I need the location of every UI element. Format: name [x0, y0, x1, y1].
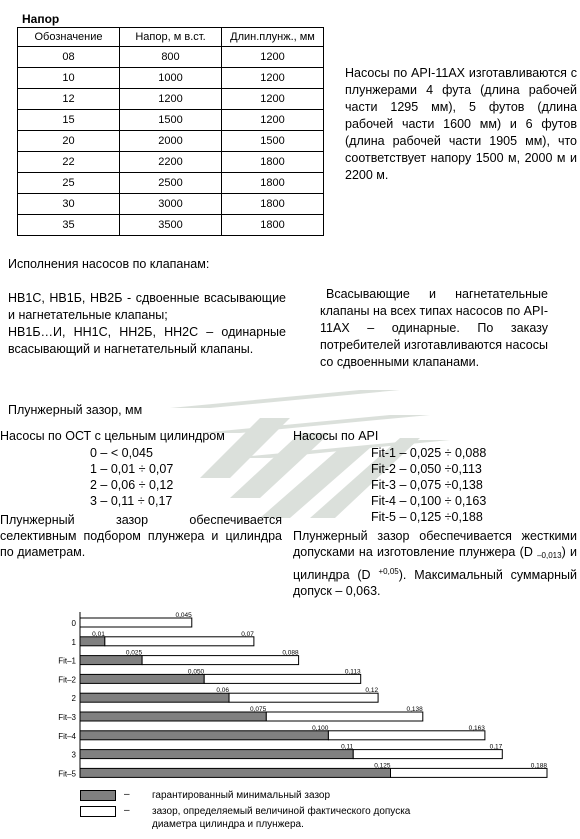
chart-min-label: 0,11 — [341, 743, 354, 751]
chart-min-label: 0,125 — [374, 762, 391, 770]
gap-title: Плунжерный зазор, мм — [8, 403, 143, 417]
table-cell: 800 — [120, 47, 222, 68]
table-row — [18, 194, 324, 215]
legend-dash: – — [124, 805, 130, 816]
napor-table — [17, 27, 324, 236]
chart-max-label: 0,138 — [406, 706, 423, 713]
api-note — [293, 528, 577, 599]
ost-title: Насосы по ОСТ с цельным цилиндром — [0, 429, 225, 443]
table-cell: 15 — [18, 110, 120, 131]
table-cell: 1800 — [222, 173, 324, 194]
chart-min-label: 0,050 — [187, 668, 205, 676]
table-row — [18, 152, 324, 173]
chart-bar-tolerance — [391, 768, 547, 777]
table-cell: 30 — [18, 194, 120, 215]
table-header-cell: Длин.плунж., мм — [222, 28, 324, 47]
table-row — [18, 68, 324, 89]
api-item: Fit-2 – 0,050 ÷0,113 — [371, 462, 482, 476]
chart-category-label: 1 — [71, 637, 76, 647]
legend-item-tolerance-line1: зазор, определяемый величиной фактического допуска — [152, 806, 411, 817]
table-cell: 1200 — [222, 68, 324, 89]
chart-category-label: Fit–3 — [58, 713, 76, 722]
table-cell: 3500 — [120, 215, 222, 236]
table-cell: 1800 — [222, 215, 324, 236]
table-cell: 1200 — [222, 110, 324, 131]
table-cell: 22 — [18, 152, 120, 173]
table-cell: 20 — [18, 131, 120, 152]
chart-bar-tolerance — [204, 674, 360, 683]
chart-min-label: 0,025 — [125, 649, 143, 657]
table-row — [18, 47, 324, 68]
chart-category-label: Fit–4 — [58, 731, 76, 741]
api-item: Fit-3 – 0,075 ÷0,138 — [371, 478, 483, 492]
ost-item: 0 – < 0,045 — [90, 446, 153, 460]
chart-category-label: 0 — [71, 619, 76, 628]
chart-category-label: Fit–2 — [58, 675, 76, 685]
api-item: Fit-4 – 0,100 ÷ 0,163 — [371, 494, 487, 508]
table-cell: 08 — [18, 47, 120, 68]
ost-note: Плунжерный зазор обеспечивается селективным подбором плунжера и цилиндра по диаметрам. — [0, 513, 282, 559]
chart-min-label: 0,075 — [250, 706, 267, 713]
valves-description-ost — [8, 290, 286, 358]
legend-item-tolerance-line2: диаметра цилиндра и плунжера. — [152, 819, 304, 830]
table-header-cell: Напор, м в.ст. — [120, 28, 222, 47]
api-note-text-c: ). Максимальный суммарный допуск – 0,063. — [293, 568, 577, 598]
gap-chart — [0, 612, 580, 782]
api-item: Fit-1 – 0,025 ÷ 0,088 — [371, 446, 487, 460]
chart-category-label: 3 — [71, 750, 76, 760]
table-cell: 2500 — [120, 173, 222, 194]
table-cell: 2200 — [120, 152, 222, 173]
table-row — [18, 173, 324, 194]
table-cell: 1200 — [222, 89, 324, 110]
table-cell: 25 — [18, 173, 120, 194]
legend-swatch-min — [80, 790, 116, 801]
valves-title: Исполнения насосов по клапанам: — [8, 257, 210, 271]
chart-category-label: Fit–5 — [58, 769, 76, 779]
chart-min-label: 0,06 — [216, 687, 230, 695]
api-item: Fit-5 – 0,125 ÷0,188 — [371, 510, 483, 524]
legend-item-min: гарантированный минимальный зазор — [152, 790, 331, 801]
valves-description-api: Всасывающие и нагнетательные клапаны на всех типах насосов по API-11AX – одинарные. По заказу потребителей изготавливаются насосы со сдвоенными клапанами. — [320, 287, 548, 369]
chart-bar-min — [80, 768, 391, 777]
chart-min-label: 0,100 — [312, 724, 329, 732]
ost-item: 2 – 0,06 ÷ 0,12 — [90, 478, 174, 492]
valves-line-double: НВ1С, НВ1Б, НВ2Б - сдвоенные всасывающие и нагнетательные клапаны; — [8, 291, 286, 322]
chart-bar-tolerance — [142, 656, 298, 665]
chart-bar-min — [80, 674, 204, 683]
table-row — [18, 110, 324, 131]
chart-bar-tolerance — [80, 618, 192, 627]
table-cell: 1000 — [120, 68, 222, 89]
table-cell: 1200 — [120, 89, 222, 110]
table-cell: 1500 — [222, 131, 324, 152]
table-cell: 10 — [18, 68, 120, 89]
legend-swatch-tolerance — [80, 806, 116, 817]
ost-item: 3 – 0,11 ÷ 0,17 — [90, 494, 173, 508]
chart-bar-min — [80, 656, 142, 665]
table-header-cell: Обозначение — [18, 28, 120, 47]
table-cell: 3000 — [120, 194, 222, 215]
table-cell: 1800 — [222, 152, 324, 173]
api-note-sup: +0,05 — [378, 567, 399, 576]
table-title: Напор — [22, 12, 60, 26]
table-cell: 1800 — [222, 194, 324, 215]
api-title: Насосы по API — [293, 429, 379, 443]
table-row — [18, 215, 324, 236]
valves-line-single: НВ1Б…И, НН1С, НН2Б, НН2С – одинарные всасывающий и нагнетательный клапаны. — [8, 325, 286, 356]
chart-bar-tolerance — [105, 637, 254, 646]
table-row — [18, 89, 324, 110]
api-note-sub: –0,013 — [537, 551, 562, 560]
table-cell: 12 — [18, 89, 120, 110]
legend-item-tolerance — [152, 805, 410, 831]
table-cell: 1500 — [120, 110, 222, 131]
chart-max-label: 0,188 — [530, 762, 547, 770]
chart-max-label: 0,088 — [282, 649, 299, 657]
chart-bar-min — [80, 731, 328, 740]
chart-bar-tolerance — [266, 712, 422, 721]
chart-max-label: 0,17 — [489, 743, 503, 751]
table-cell: 35 — [18, 215, 120, 236]
api-note-text-b: ) и цилиндра (D — [293, 545, 577, 582]
table-row — [18, 131, 324, 152]
chart-bar-tolerance — [353, 750, 502, 759]
api-description: Насосы по API-11AX изготавливаются с плунжерами 4 фута (длина рабочей части 1295 мм), 5 футов (длина рабочей части 1600 мм) и 6 футов (длина рабочей части 1905 мм), что соответствует напору 1500 м, 2000 м и 2200 м. — [345, 66, 577, 182]
chart-min-label: 0,01 — [92, 630, 105, 638]
chart-max-label: 0,07 — [241, 630, 254, 638]
api-note-text-a: Плунжерный зазор обеспечивается жесткими допусками на изготовление плунжера (D — [293, 529, 577, 559]
chart-bar-min — [80, 637, 105, 646]
chart-bar-min — [80, 712, 266, 721]
chart-max-label: 0,113 — [344, 668, 361, 676]
chart-category-label: 2 — [71, 694, 76, 704]
ost-item: 1 – 0,01 ÷ 0,07 — [90, 462, 174, 476]
chart-max-label: 0,12 — [365, 687, 379, 695]
chart-max-label: 0,045 — [175, 612, 192, 619]
chart-bar-min — [80, 693, 229, 702]
table-cell: 1200 — [222, 47, 324, 68]
legend-dash: – — [124, 789, 130, 800]
chart-bar-tolerance — [328, 731, 484, 740]
chart-category-label: Fit–1 — [58, 656, 76, 666]
chart-bar-tolerance — [229, 693, 378, 702]
table-cell: 2000 — [120, 131, 222, 152]
chart-max-label: 0,163 — [468, 724, 485, 732]
chart-bar-min — [80, 750, 353, 759]
